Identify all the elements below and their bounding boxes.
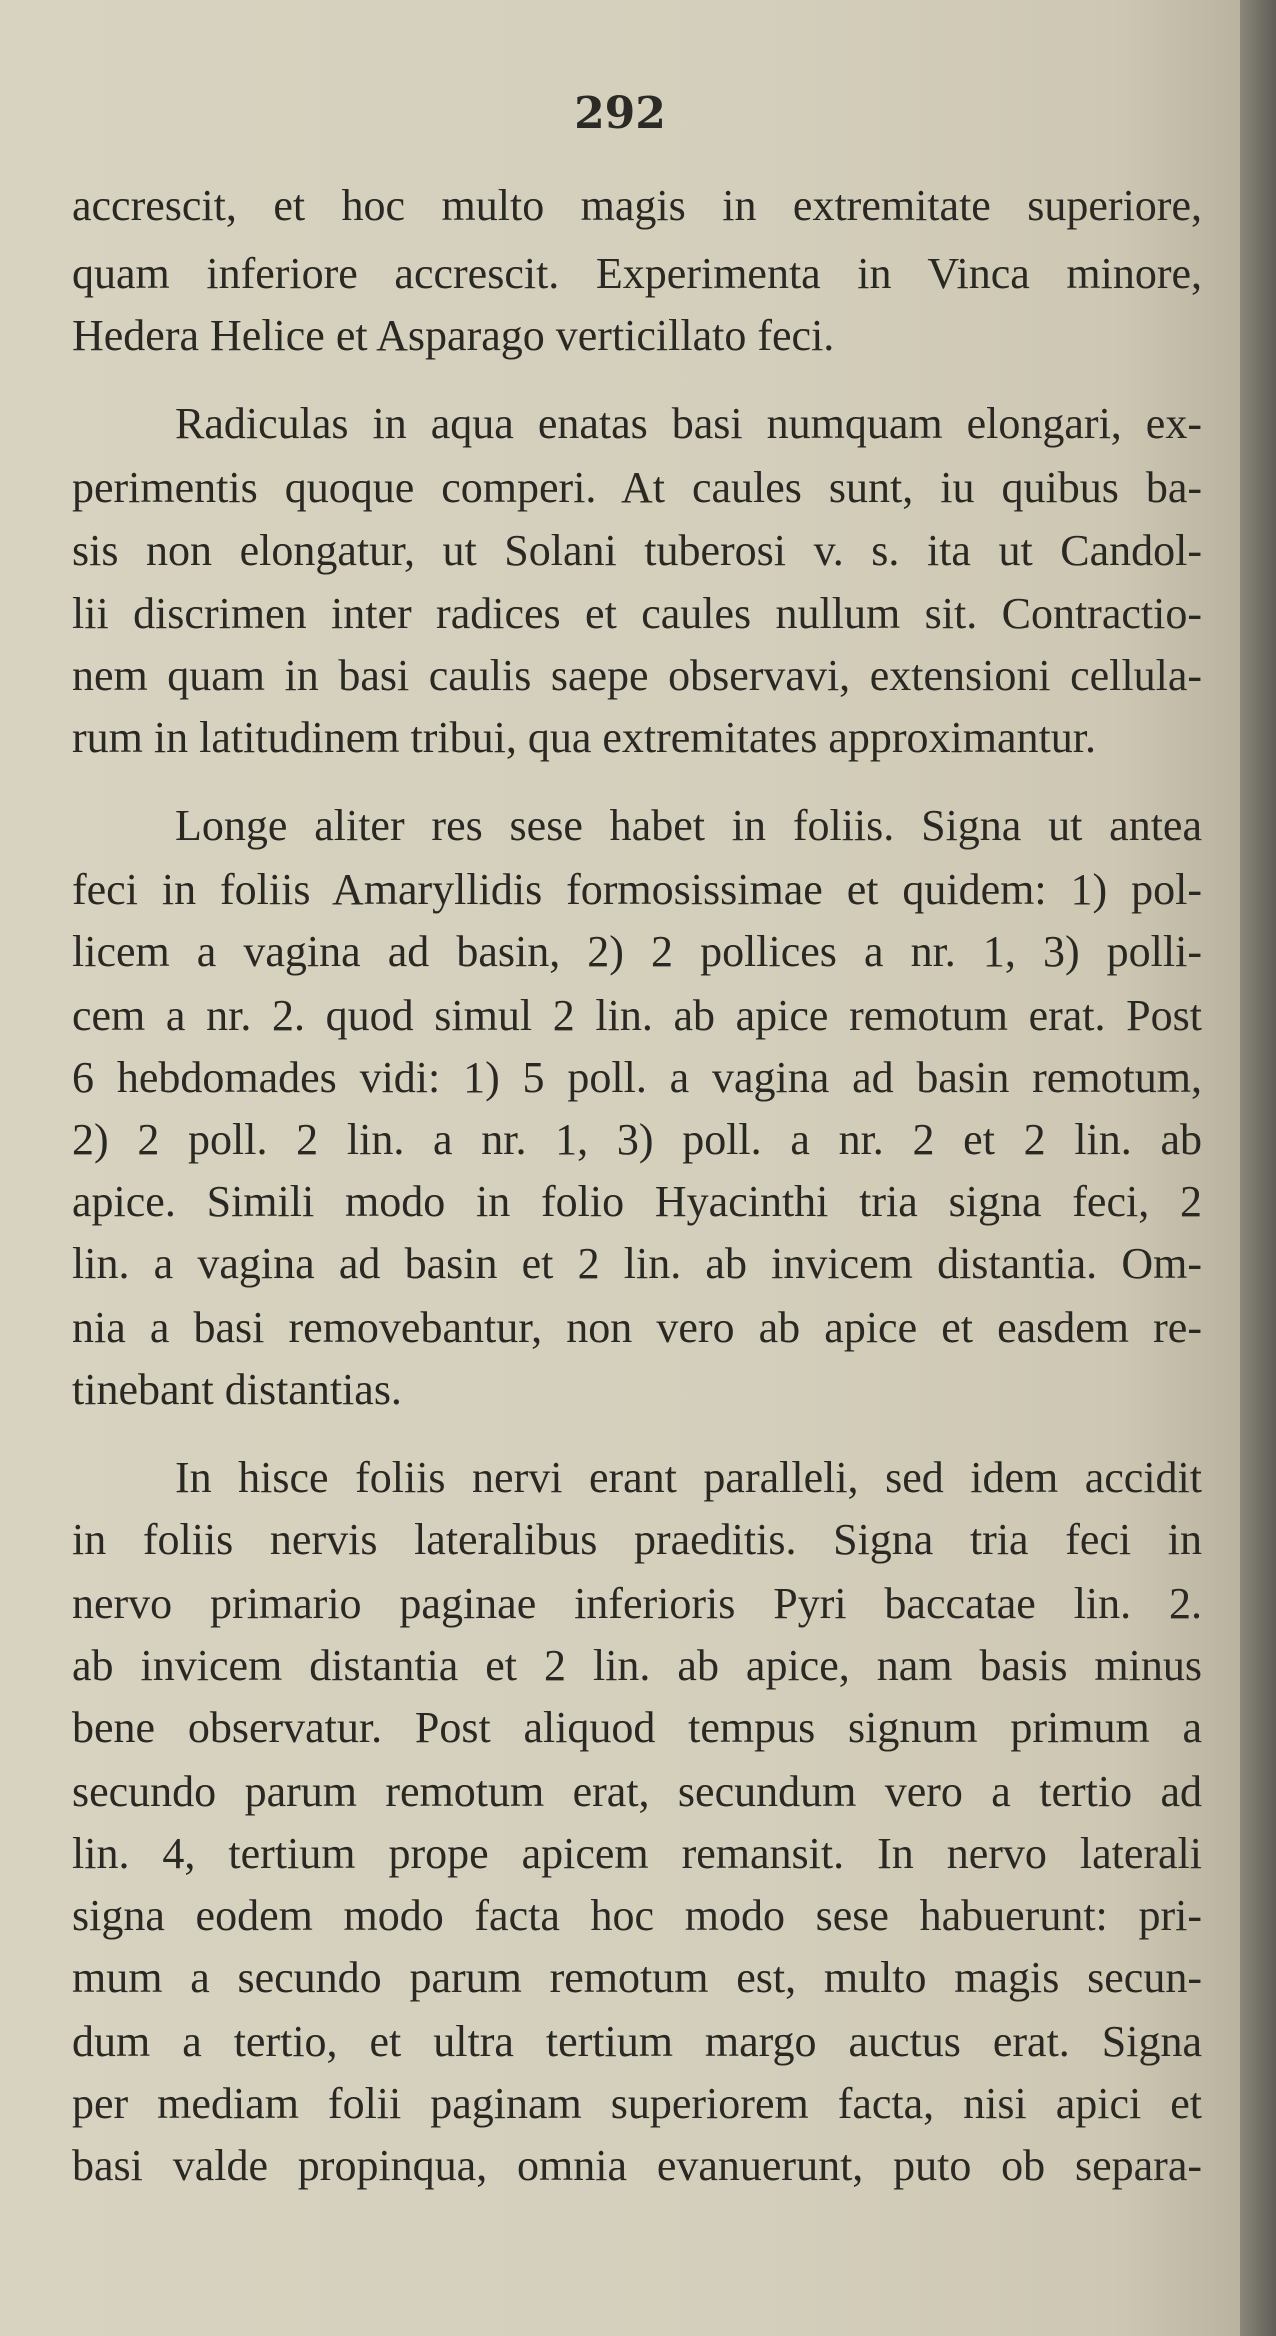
text-line: bene observatur. Post aliquod tempus signum primum a xyxy=(72,1703,1202,1752)
text-line: basi valde propinqua, omnia evanuerunt, puto ob separa- xyxy=(72,2141,1202,2190)
text-line: feci in foliis Amaryllidis formosissimae et quidem: 1) pol- xyxy=(72,865,1202,914)
text-line: quam inferiore accrescit. Experimenta in Vinca minore, xyxy=(72,249,1202,298)
text-line: ab invicem distantia et 2 lin. ab apice, nam basis minus xyxy=(72,1641,1202,1690)
text-line: secundo parum remotum erat, secundum vero a tertio ad xyxy=(72,1767,1202,1816)
text-line: tinebant distantias. xyxy=(72,1365,402,1414)
text-line: cem a nr. 2. quod simul 2 lin. ab apice remotum erat. Post xyxy=(72,991,1202,1040)
text-line: Hedera Helice et Asparago verticillato feci. xyxy=(72,311,835,360)
text-line: mum a secundo parum remotum est, multo magis secun- xyxy=(72,1953,1202,2002)
text-line: licem a vagina ad basin, 2) 2 pollices a nr. 1, 3) polli- xyxy=(72,927,1202,976)
text-line: In hisce foliis nervi erant paralleli, sed idem accidit xyxy=(175,1453,1202,1502)
text-line: per mediam folii paginam superiorem facta, nisi apici et xyxy=(72,2079,1202,2128)
text-line: signa eodem modo facta hoc modo sese habuerunt: pri- xyxy=(72,1891,1202,1940)
text-line: nem quam in basi caulis saepe observavi, extensioni cellula- xyxy=(72,651,1202,700)
text-line: apice. Simili modo in folio Hyacinthi tria signa feci, 2 xyxy=(72,1177,1202,1226)
text-line: Longe aliter res sese habet in foliis. Signa ut antea xyxy=(175,801,1202,850)
text-line: lii discrimen inter radices et caules nullum sit. Contractio- xyxy=(72,589,1202,638)
text-line: lin. 4, tertium prope apicem remansit. In nervo laterali xyxy=(72,1829,1202,1878)
text-line: Radiculas in aqua enatas basi numquam elongari, ex- xyxy=(175,399,1202,448)
text-line: rum in latitudinem tribui, qua extremitates approximantur. xyxy=(72,713,1096,762)
text-line: dum a tertio, et ultra tertium margo auctus erat. Signa xyxy=(72,2017,1202,2066)
page-edge xyxy=(1240,0,1276,2336)
text-line: 2) 2 poll. 2 lin. a nr. 1, 3) poll. a nr. 2 et 2 lin. ab xyxy=(72,1115,1202,1164)
text-line: sis non elongatur, ut Solani tuberosi v. s. ita ut Candol- xyxy=(72,526,1202,575)
text-line: nia a basi removebantur, non vero ab apice et easdem re- xyxy=(72,1303,1202,1352)
text-line: in foliis nervis lateralibus praeditis. Signa tria feci in xyxy=(72,1515,1202,1564)
text-line: perimentis quoque comperi. At caules sunt, iu quibus ba- xyxy=(72,463,1202,512)
text-line: nervo primario paginae inferioris Pyri baccatae lin. 2. xyxy=(72,1579,1202,1628)
text-line: accrescit, et hoc multo magis in extremitate superiore, xyxy=(72,181,1202,230)
page-number: 292 xyxy=(574,88,666,139)
text-line: lin. a vagina ad basin et 2 lin. ab invicem distantia. Om- xyxy=(72,1239,1202,1288)
text-line: 6 hebdomades vidi: 1) 5 poll. a vagina ad basin remotum, xyxy=(72,1053,1202,1102)
